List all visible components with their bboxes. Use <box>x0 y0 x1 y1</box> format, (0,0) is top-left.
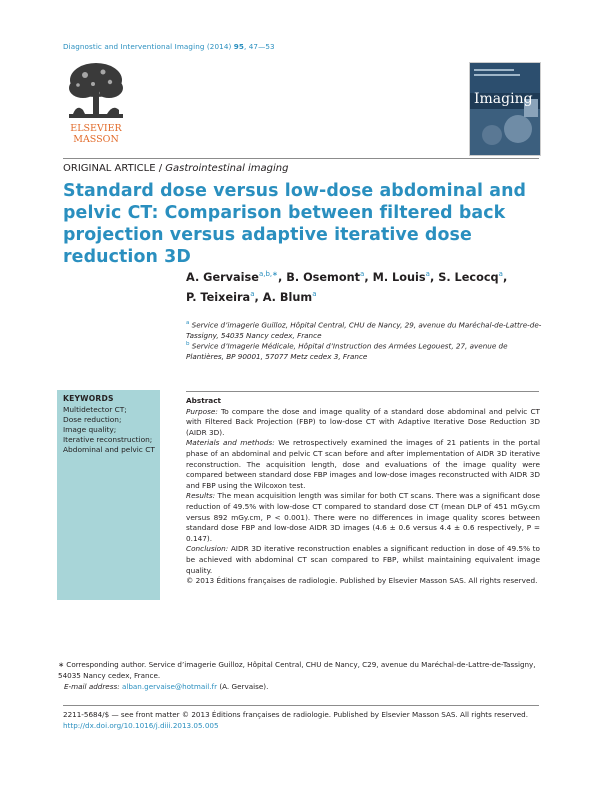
abstract-heading: Abstract <box>186 396 222 405</box>
author: B. Osemont$^a$, <box>286 270 373 284</box>
abstract-results: Results: The mean acquisition length was similar for both CT scans. There was a significant dose reduction of 49.5% with low-dose CT compared to standard dose CT (mean DLP of 451 mGy.cm versus 892 mGy.cm, P < 0.001). There were no differences in image quality scores between standard dose FBP and low-dose AIDR 3D images (4.6 ± 0.6 versus 4.4 ± 0.6 respectively, P = 0.147). <box>186 491 540 543</box>
journal-name: Diagnostic and Interventional Imaging (2014) <box>63 42 234 51</box>
author-email-link[interactable]: alban.gervaise@hotmail.fr <box>121 681 218 691</box>
author: A. Gervaise$^{a,b,∗}$, <box>186 270 287 284</box>
author: S. Lecocq$^a$, <box>438 270 508 284</box>
article-type <box>63 163 288 174</box>
email-suffix: (A. Gervaise). <box>217 681 269 691</box>
cover-art <box>470 63 540 155</box>
keyword-item: Multidetector CT; <box>63 405 127 414</box>
email-label: E-mail address: <box>64 681 120 691</box>
footer <box>63 710 543 731</box>
article-section: ORIGINAL ARTICLE / <box>63 163 166 174</box>
keywords-list <box>63 405 158 455</box>
footer-divider <box>63 705 539 706</box>
publisher-logo-text <box>60 123 132 145</box>
logo-word-elsevier: ELSEVIER <box>70 123 122 134</box>
author: P. Teixeira$^a$, <box>186 290 263 304</box>
email-line <box>58 682 544 693</box>
header-divider <box>63 158 539 159</box>
article-subsection: Gastrointestinal imaging <box>165 163 289 174</box>
journal-citation <box>63 42 275 51</box>
abstract <box>186 396 540 587</box>
author-list <box>186 266 546 306</box>
journal-pages: , 47—53 <box>243 42 275 51</box>
journal-volume: 95 <box>233 42 244 51</box>
keywords-heading: KEYWORDS <box>63 394 114 403</box>
affiliation-a: $^a$ Service d’imagerie Guilloz, Hôpital Central, CHU de Nancy, 29, avenue du Maréchal-de-Lattre-de-Tassigny, 54035 Nancy cedex, France <box>186 320 542 340</box>
abstract-conclusion: Conclusion: AIDR 3D iterative reconstruction enables a significant reduction in dose of 49.5% to be achieved with abdominal CT scan compared to FBP, whilst maintaining equivalent image quality. <box>186 544 540 575</box>
keyword-item: Iterative reconstruction; <box>63 435 153 444</box>
abstract-methods: Materials and methods: We retrospectively examined the images of 21 patients in the portal phase of an abdominal and pelvic CT scan before and after implementation of AIDR 3D iterative reconstruction. The acquisition length, dose and evaluations of the image quality were compared between standard dose FBP images and low-dose images reconstructed with AIDR 3D and FBP using the Wilcoxon test. <box>186 438 540 490</box>
keyword-item: Abdominal and pelvic CT <box>63 445 155 454</box>
abstract-divider <box>186 391 539 392</box>
abstract-copyright: © 2013 Éditions françaises de radiologie. Published by Elsevier Masson SAS. All rights reserved. <box>186 576 538 586</box>
logo-word-masson: MASSON <box>73 134 119 145</box>
cover-title: Imaging <box>474 91 533 107</box>
doi-link[interactable]: http://dx.doi.org/10.1016/j.diii.2013.05.005 <box>63 720 219 730</box>
abstract-purpose: Purpose: To compare the dose and image quality of a standard dose abdominal and pelvic CT with Filtered Back Projection (FBP) to low-dose CT with Adaptive Iterative Dose Reduction 3D (AIDR 3D). <box>186 406 540 437</box>
journal-cover-image <box>469 62 541 156</box>
article-title: Standard dose versus low-dose abdominal and pelvic CT: Comparison between filtered back projection versus adaptive iterative dose reduction 3D <box>63 181 527 267</box>
front-matter-line: 2211-5684/$ — see front matter © 2013 Éditions françaises de radiologie. Published by Elsevier Masson SAS. All rights reserved. <box>63 710 529 719</box>
affiliation-b: $^b$ Service d’Imagerie Médicale, Hôpital d’Instruction des Armées Legouest, 27, avenue de Plantières, BP 90001, 57077 Metz cedex 3, France <box>186 341 508 361</box>
author: A. Blum$^a$ <box>262 290 317 304</box>
corresponding-author-text: ∗ Corresponding author. Service d’imagerie Guilloz, Hôpital Central, CHU de Nancy, C29, avenue du Maréchal-de-Lattre-de-Tassigny, 54035 Nancy cedex, France. <box>58 660 536 680</box>
keyword-item: Image quality; <box>63 425 117 434</box>
corresponding-author-note <box>58 660 544 692</box>
keyword-item: Dose reduction; <box>63 415 122 424</box>
author: M. Louis$^a$, <box>372 270 439 284</box>
